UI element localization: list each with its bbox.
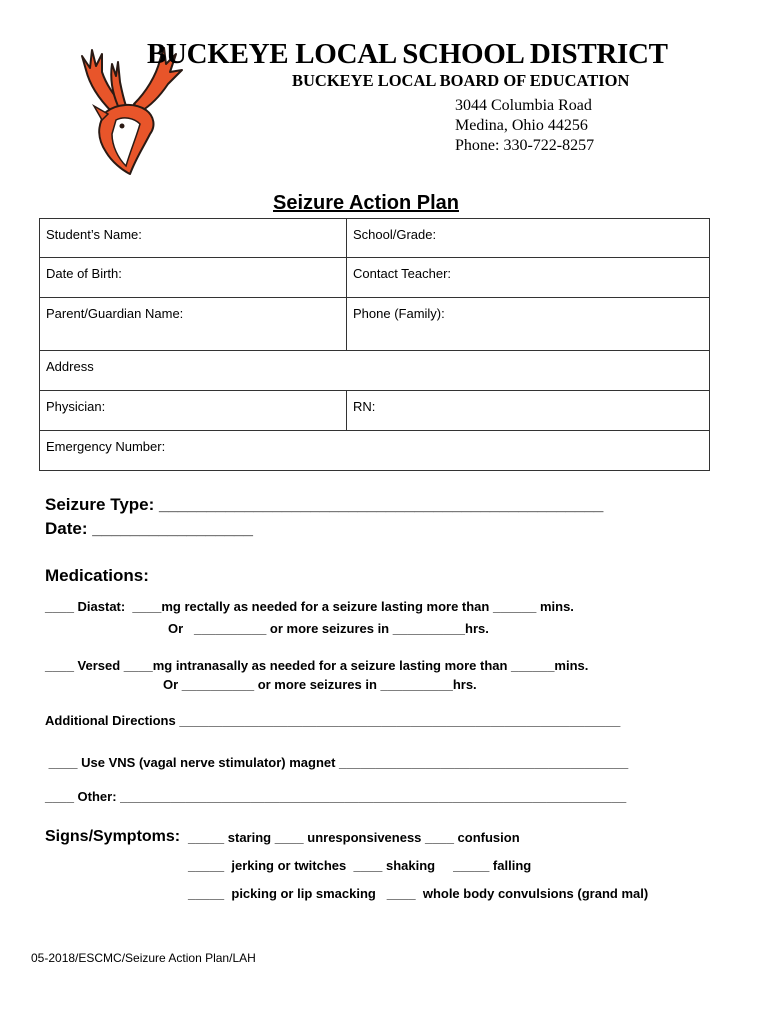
district-phone: Phone: 330-722-8257 [455,137,595,154]
address-field[interactable]: Address [40,351,710,391]
street-address: 3044 Columbia Road [455,97,592,114]
seizure-type-line[interactable]: Seizure Type: _______________________________________________ [45,495,604,514]
school-grade-field[interactable]: School/Grade: [347,219,710,258]
emergency-number-field[interactable]: Emergency Number: [40,431,710,471]
additional-directions-line[interactable]: Additional Directions _____________________________________________________________ [45,713,621,728]
student-info-table [39,218,710,471]
other-line[interactable]: ____ Other: ______________________________________________________________________ [45,789,627,804]
diastat-or-line[interactable]: Or __________ or more seizures in __________hrs. [168,621,489,636]
dob-field[interactable]: Date of Birth: [40,258,347,298]
form-title: Seizure Action Plan [273,192,459,214]
parent-name-field[interactable]: Parent/Guardian Name: [40,298,347,351]
footer-code: 05-2018/ESCMC/Seizure Action Plan/LAH [31,951,256,965]
city-state-zip: Medina, Ohio 44256 [455,117,588,134]
signs-row-2[interactable]: _____ jerking or twitches ____ shaking _____ falling [188,858,532,873]
contact-teacher-field[interactable]: Contact Teacher: [347,258,710,298]
signs-row-3[interactable]: _____ picking or lip smacking ____ whole body convulsions (grand mal) [188,886,649,901]
board-name: BUCKEYE LOCAL BOARD OF EDUCATION [292,71,630,90]
diastat-line[interactable]: ____ Diastat: ____mg rectally as needed for a seizure lasting more than ______ mins. [45,599,574,614]
signs-symptoms-heading: Signs/Symptoms: [45,828,181,845]
rn-field[interactable]: RN: [347,391,710,431]
student-name-field[interactable]: Student’s Name: [40,219,347,258]
signs-row-1[interactable]: _____ staring ____ unresponsiveness ____ confusion [188,830,520,845]
versed-line[interactable]: ____ Versed ____mg intranasally as needed for a seizure lasting more than ______mins. [45,658,589,673]
phone-family-field[interactable]: Phone (Family): [347,298,710,351]
district-name: BUCKEYE LOCAL SCHOOL DISTRICT [147,38,668,70]
date-line[interactable]: Date: _________________ [45,519,253,538]
vns-line[interactable]: ____ Use VNS (vagal nerve stimulator) magnet ________________________________________ [45,755,629,770]
physician-field[interactable]: Physician: [40,391,347,431]
medications-heading: Medications: [45,566,149,585]
versed-or-line[interactable]: Or __________ or more seizures in __________hrs. [163,677,477,692]
